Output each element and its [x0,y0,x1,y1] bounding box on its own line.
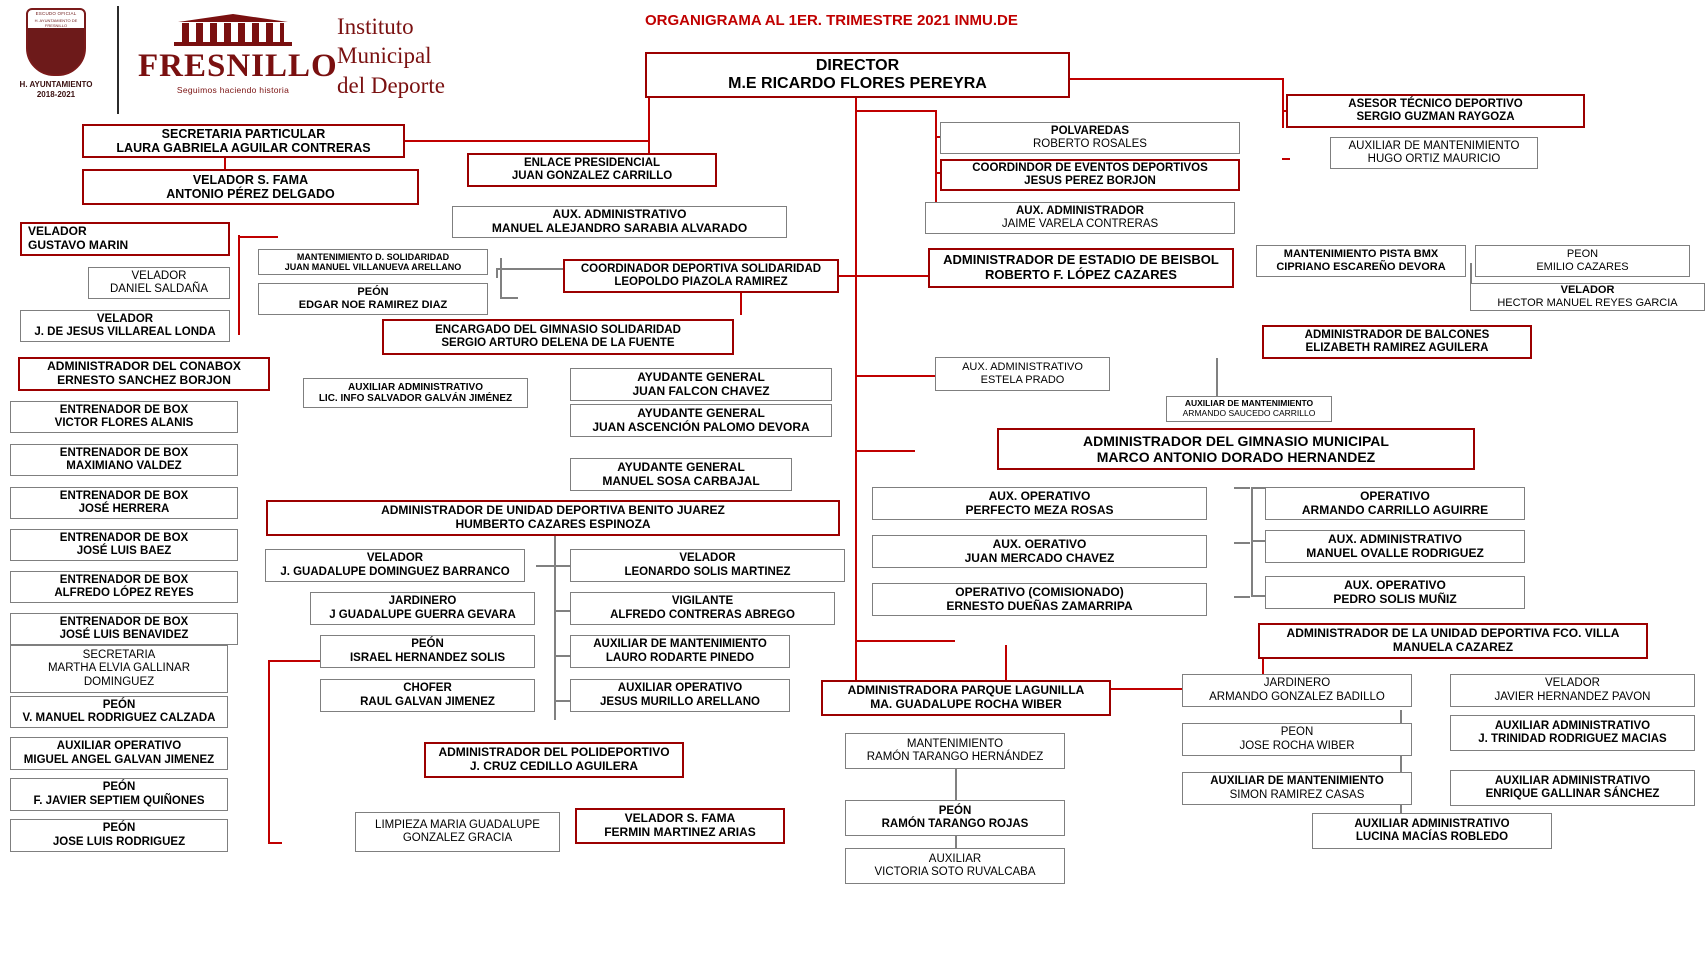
node-jardinero-jguadalupe[interactable]: JARDINERO J GUADALUPE GUERRA GEVARA [310,592,535,625]
node-secretaria-particular[interactable]: SECRETARIA PARTICULAR LAURA GABRIELA AGUILAR CONTRERAS [82,124,405,158]
city-name: FRESNILLO [138,48,338,84]
node-entrenador-jose-luis-baez[interactable]: ENTRENADOR DE BOX JOSÉ LUIS BAEZ [10,529,238,561]
node-aux-operativo-pedro[interactable]: AUX. OPERATIVO PEDRO SOLIS MUÑIZ [1265,576,1525,609]
node-entrenador-victor[interactable]: ENTRENADOR DE BOX VICTOR FLORES ALANIS [10,401,238,433]
node-peon-fjavier[interactable]: PEÓN F. JAVIER SEPTIEM QUIÑONES [10,778,228,811]
node-aux-mant-armando[interactable]: AUXILIAR DE MANTENIMIENTO ARMANDO SAUCEDO CARRILLO [1166,396,1332,422]
node-entrenador-alfredo[interactable]: ENTRENADOR DE BOX ALFREDO LÓPEZ REYES [10,571,238,603]
node-entrenador-jose-herrera[interactable]: ENTRENADOR DE BOX JOSÉ HERRERA [10,487,238,519]
node-velador-leonardo[interactable]: VELADOR LEONARDO SOLIS MARTINEZ [570,549,845,582]
node-ayudante-juan-ascencion[interactable]: AYUDANTE GENERAL JUAN ASCENCIÓN PALOMO DEVORA [570,404,832,437]
node-velador-fama-antonio[interactable]: VELADOR S. FAMA ANTONIO PÉREZ DELGADO [82,169,419,205]
node-mant-solidaridad[interactable]: MANTENIMIENTO D. SOLIDARIDAD JUAN MANUEL VILLANUEVA ARELLANO [258,249,488,275]
node-admin-gimnasio-municipal[interactable]: ADMINISTRADOR DEL GIMNASIO MUNICIPAL MARCO ANTONIO DORADO HERNANDEZ [997,428,1475,470]
node-aux-admin-jaime[interactable]: AUX. ADMINISTRADOR JAIME VARELA CONTRERAS [925,202,1235,234]
temple-icon [168,14,298,48]
institute-line-3: del Deporte [337,72,445,98]
node-director[interactable]: DIRECTOR M.E RICARDO FLORES PEREYRA [645,52,1070,98]
node-operativo-armando-carrillo[interactable]: OPERATIVO ARMANDO CARRILLO AGUIRRE [1265,487,1525,520]
node-peon-emilio[interactable]: PEON EMILIO CAZARES [1475,245,1690,277]
node-admin-beisbol[interactable]: ADMINISTRADOR DE ESTADIO DE BEISBOL ROBERTO F. LÓPEZ CAZARES [928,248,1234,288]
node-aux-operativo-miguel[interactable]: AUXILIAR OPERATIVO MIGUEL ANGEL GALVAN JIMENEZ [10,737,228,770]
node-aux-mantenimiento-hugo[interactable]: AUXILIAR DE MANTENIMIENTO HUGO ORTIZ MAURICIO [1330,137,1538,169]
logo-divider [117,6,119,114]
institute-line-1: Instituto [337,14,414,39]
city-tagline: Seguimos haciendo historia [176,85,290,95]
node-aux-admin-salvador[interactable]: AUXILIAR ADMINISTRATIVO LIC. INFO SALVADOR GALVÁN JIMÉNEZ [303,378,528,408]
node-velador-gustavo[interactable]: VELADOR GUSTAVO MARIN [20,222,230,256]
node-aux-mant-lauro[interactable]: AUXILIAR DE MANTENIMIENTO LAURO RODARTE PINEDO [570,635,790,668]
node-ayudante-manuel-sosa[interactable]: AYUDANTE GENERAL MANUEL SOSA CARBAJAL [570,458,792,491]
node-aux-admin-enrique[interactable]: AUXILIAR ADMINISTRATIVO ENRIQUE GALLINAR SÁNCHEZ [1450,770,1695,806]
node-aux-admin-manuel-ovalle[interactable]: AUX. ADMINISTRATIVO MANUEL OVALLE RODRIGUEZ [1265,530,1525,563]
node-secretaria-martha[interactable]: SECRETARIA MARTHA ELVIA GALLINAR DOMINGUEZ [10,645,228,693]
node-aux-admin-estela[interactable]: AUX. ADMINISTRATIVO ESTELA PRADO [935,357,1110,391]
node-enc-gimnasio-solidaridad[interactable]: ENCARGADO DEL GIMNASIO SOLIDARIDAD SERGIO ARTURO DELENA DE LA FUENTE [382,319,734,355]
municipal-crest-logo [14,8,98,112]
node-peon-israel[interactable]: PEÓN ISRAEL HERNANDEZ SOLIS [320,635,535,668]
node-ayudante-juan-falcon[interactable]: AYUDANTE GENERAL JUAN FALCON CHAVEZ [570,368,832,401]
node-velador-hector[interactable]: VELADOR HECTOR MANUEL REYES GARCIA [1470,283,1705,311]
node-velador-jdejesus[interactable]: VELADOR J. DE JESUS VILLAREAL LONDA [20,310,230,342]
node-entrenador-maximiano[interactable]: ENTRENADOR DE BOX MAXIMIANO VALDEZ [10,444,238,476]
node-aux-operativo-jesus-murillo[interactable]: AUXILIAR OPERATIVO JESUS MURILLO ARELLANO [570,679,790,712]
node-admin-fco-villa[interactable]: ADMINISTRADOR DE LA UNIDAD DEPORTIVA FCO. VILLA MANUELA CAZAREZ [1258,623,1648,659]
node-aux-operativo-juan-mercado[interactable]: AUX. OERATIVO JUAN MERCADO CHAVEZ [872,535,1207,568]
node-peon-ramon-rojas[interactable]: PEÓN RAMÓN TARANGO ROJAS [845,800,1065,836]
node-admin-parque-lagunilla[interactable]: ADMINISTRADORA PARQUE LAGUNILLA MA. GUADALUPE ROCHA WIBER [821,680,1111,716]
node-admin-polideportivo[interactable]: ADMINISTRADOR DEL POLIDEPORTIVO J. CRUZ CEDILLO AGUILERA [424,742,684,778]
node-mantenimiento-ramon[interactable]: MANTENIMIENTO RAMÓN TARANGO HERNÁNDEZ [845,733,1065,769]
chart-title: ORGANIGRAMA AL 1ER. TRIMESTRE 2021 INMU.DE [645,12,1018,29]
node-admin-benito-juarez[interactable]: ADMINISTRADOR DE UNIDAD DEPORTIVA BENITO JUAREZ HUMBERTO CAZARES ESPINOZA [266,500,840,536]
node-peon-edgar[interactable]: PEÓN EDGAR NOE RAMIREZ DIAZ [258,283,488,315]
node-operativo-comisionado-ernesto[interactable]: OPERATIVO (COMISIONADO) ERNESTO DUEÑAS ZAMARRIPA [872,583,1207,616]
node-coord-dep-solidaridad[interactable]: COORDINADOR DEPORTIVA SOLIDARIDAD LEOPOLDO PIAZOLA RAMIREZ [563,259,839,293]
node-aux-admin-lucina[interactable]: AUXILIAR ADMINISTRATIVO LUCINA MACÍAS ROBLEDO [1312,813,1552,849]
node-velador-guadalupe-dominguez[interactable]: VELADOR J. GUADALUPE DOMINGUEZ BARRANCO [265,549,525,582]
node-jardinero-armando-gonzalez[interactable]: JARDINERO ARMANDO GONZALEZ BADILLO [1182,674,1412,707]
node-aux-operativo-perfecto[interactable]: AUX. OPERATIVO PERFECTO MEZA ROSAS [872,487,1207,520]
institute-name [337,12,445,100]
node-coordinador-eventos[interactable]: COORDINDOR DE EVENTOS DEPORTIVOS JESUS PEREZ BORJON [940,159,1240,191]
crest-caption: H. AYUNTAMIENTO 2018-2021 [19,80,93,99]
node-velador-daniel[interactable]: VELADOR DANIEL SALDAÑA [88,267,230,299]
shield-icon [26,8,86,76]
node-admin-conabox[interactable]: ADMINISTRADOR DEL CONABOX ERNESTO SANCHEZ BORJON [18,357,270,391]
fresnillo-logo [138,14,338,95]
node-enlace-presidencial[interactable]: ENLACE PRESIDENCIAL JUAN GONZALEZ CARRILLO [467,153,717,187]
node-mant-pista-bmx[interactable]: MANTENIMIENTO PISTA BMX CIPRIANO ESCAREÑO DEVORA [1256,245,1466,277]
node-chofer-raul[interactable]: CHOFER RAUL GALVAN JIMENEZ [320,679,535,712]
node-vigilante-alfredo[interactable]: VIGILANTE ALFREDO CONTRERAS ABREGO [570,592,835,625]
institute-line-2: Municipal [337,43,432,69]
node-aux-victoria[interactable]: AUXILIAR VICTORIA SOTO RUVALCABA [845,848,1065,884]
node-peon-jose-rocha[interactable]: PEON JOSE ROCHA WIBER [1182,723,1412,756]
node-velador-javier-hernandez[interactable]: VELADOR JAVIER HERNANDEZ PAVON [1450,674,1695,707]
node-velador-fama-fermin[interactable]: VELADOR S. FAMA FERMIN MARTINEZ ARIAS [575,808,785,844]
node-aux-mant-simon[interactable]: AUXILIAR DE MANTENIMIENTO SIMON RAMIREZ CASAS [1182,772,1412,805]
node-aux-admin-manuel[interactable]: AUX. ADMINISTRATIVO MANUEL ALEJANDRO SARABIA ALVARADO [452,206,787,238]
node-entrenador-jose-luis-benavidez[interactable]: ENTRENADOR DE BOX JOSÉ LUIS BENAVIDEZ [10,613,238,645]
node-limpieza-maria[interactable]: LIMPIEZA MARIA GUADALUPE GONZALEZ GRACIA [355,812,560,852]
node-admin-balcones[interactable]: ADMINISTRADOR DE BALCONES ELIZABETH RAMIREZ AGUILERA [1262,325,1532,359]
node-peon-vmanuel[interactable]: PEÓN V. MANUEL RODRIGUEZ CALZADA [10,696,228,728]
node-polvaredas[interactable]: POLVAREDAS ROBERTO ROSALES [940,122,1240,154]
crest-mid-text: H. AYUNTAMIENTO DE FRESNILLO [34,18,78,28]
node-asesor-tecnico[interactable]: ASESOR TÉCNICO DEPORTIVO SERGIO GUZMAN RAYGOZA [1286,94,1585,128]
node-peon-jose-luis-rodriguez[interactable]: PEÓN JOSE LUIS RODRIGUEZ [10,819,228,852]
crest-top-text: ESCUDO OFICIAL [35,11,77,16]
node-aux-admin-trinidad[interactable]: AUXILIAR ADMINISTRATIVO J. TRINIDAD RODRIGUEZ MACIAS [1450,715,1695,751]
